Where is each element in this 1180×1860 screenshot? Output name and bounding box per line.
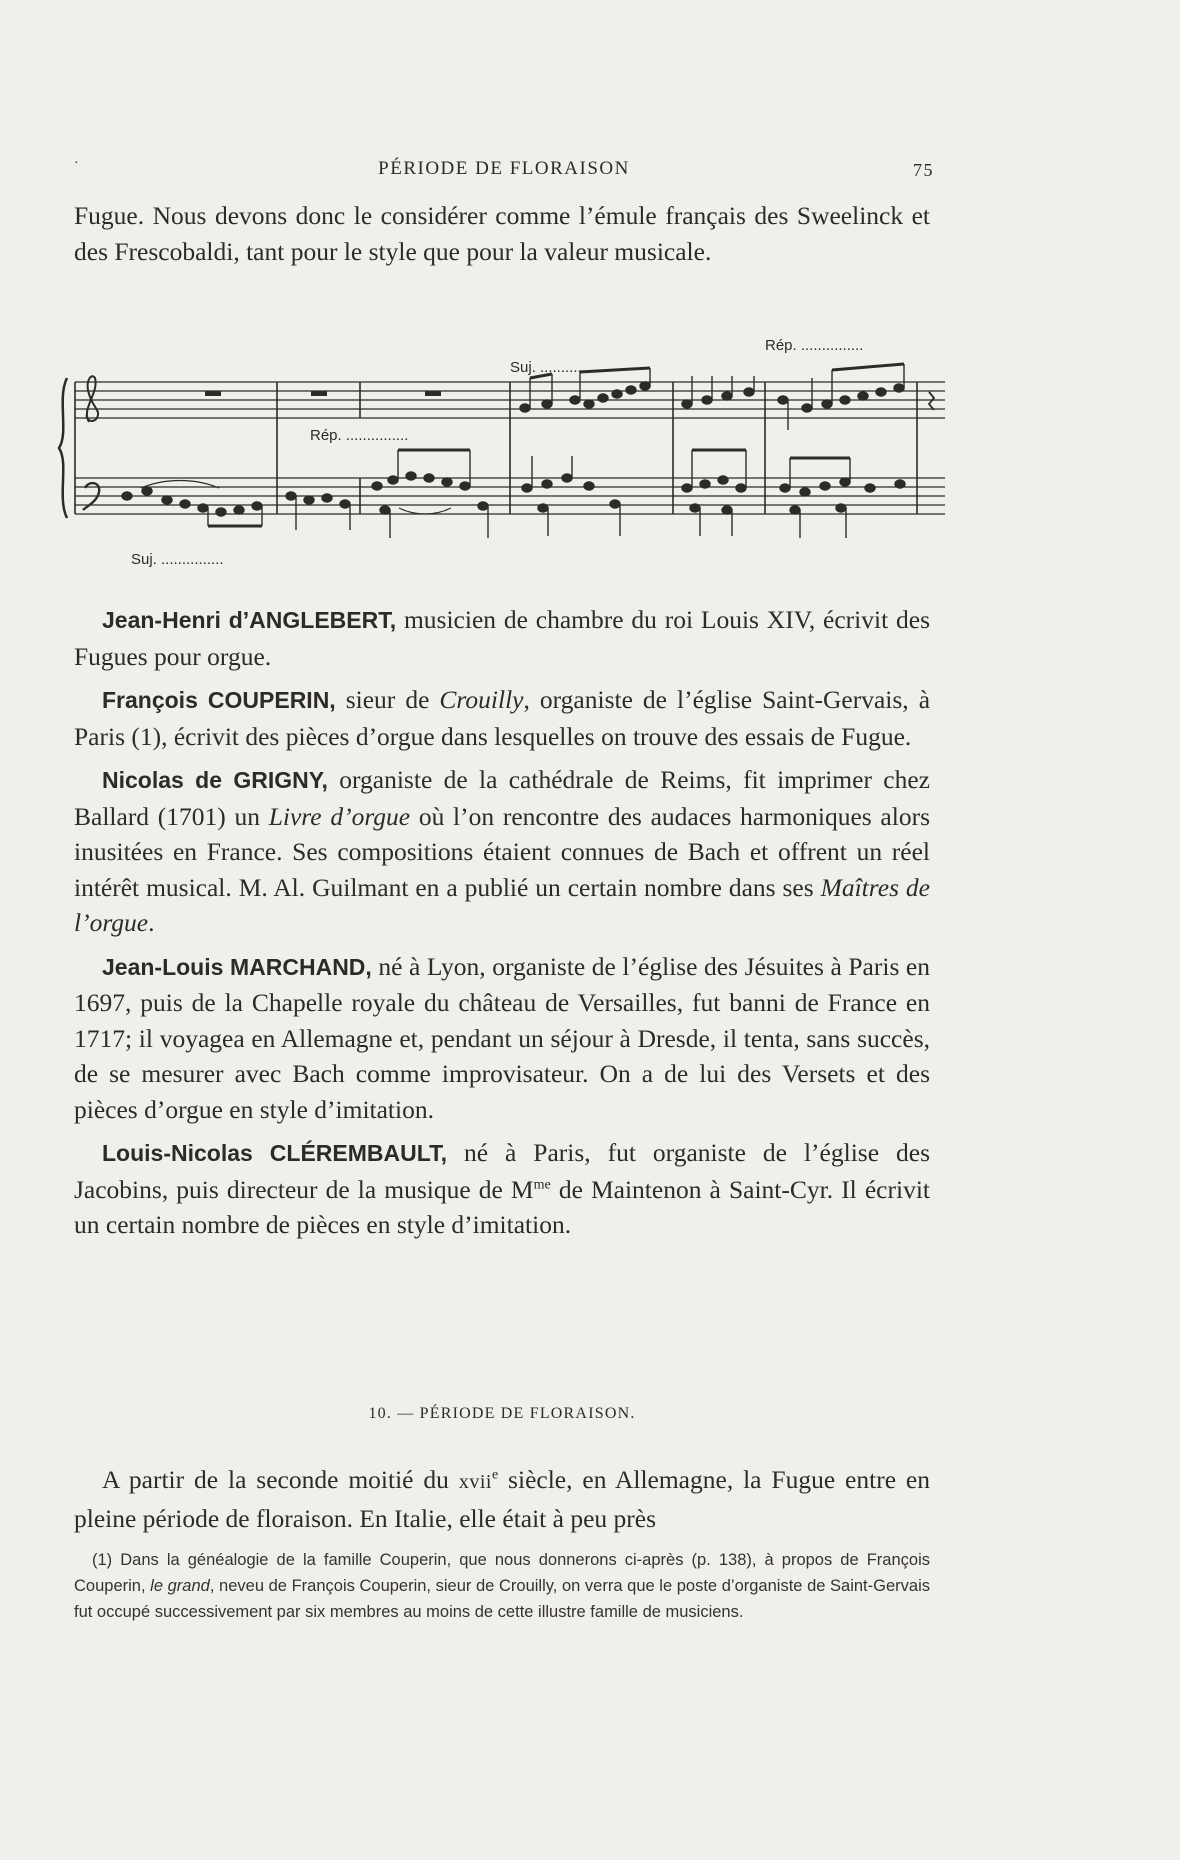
running-head-title: PÉRIODE DE FLORAISON: [378, 158, 630, 179]
floraison-text: A partir de la seconde moitié du xvii$^e$ siècle, en Allemagne, la Fugue entre en pleine période de floraison. En Italie, elle était à peu près: [74, 1465, 930, 1533]
name-marchand: Jean-Louis MARCHAND,: [102, 953, 372, 980]
paragraph-couperin: François COUPERIN, sieur de Crouilly, organiste de l’église Saint-Gervais, à Paris (1), écrivit des pièces d’orgue dans lesquelles on trouve des essais de Fugue.: [74, 685, 931, 751]
running-head: [74, 158, 934, 188]
body-text: [74, 602, 930, 1243]
paragraph-marchand: Jean-Louis MARCHAND, né à Lyon, organiste de l’église des Jésuites à Paris en 1697, puis de la Chapelle royale du château de Versailles, fut banni de France en 1717; il voyagea en Allemagne et, pendant un séjour à Dresde, il tenta, sans succès, de se mesurer avec Bach comme improvisateur. On a de lui des Versets et des pièces d’orgue en style d’imitation.: [74, 951, 930, 1124]
suj-top-label: Suj. ...............: [510, 359, 603, 376]
name-clerambault: Louis-Nicolas CLÉREMBAULT,: [102, 1140, 447, 1166]
paragraph-clerambault: Louis-Nicolas CLÉREMBAULT, né à Paris, fut organiste de l’église des Jacobins, puis directeur de la musique de $M^{me}$ de Maintenon à Saint-Cyr. Il écrivit un certain nombre de pièces en style d’imitation.: [74, 1138, 930, 1239]
name-grigny: Nicolas de GRIGNY,: [102, 767, 328, 793]
intro-text: Fugue. Nous devons donc le considérer comme l’émule français des Sweelinck et des Frescobaldi, tant pour le style que pour la valeur musicale.: [74, 201, 930, 266]
page-mark: ·: [74, 156, 81, 171]
floraison-paragraph: [74, 1462, 930, 1536]
music-example: [55, 338, 955, 570]
footnote: [74, 1547, 930, 1625]
treble-clef: [87, 376, 98, 422]
intro-paragraph: [74, 198, 930, 269]
brace: [59, 378, 67, 518]
name-anglebert: Jean-Henri d’ANGLEBERT,: [102, 607, 397, 633]
section-heading: 10. — PÉRIODE DE FLORAISON.: [368, 1405, 636, 1422]
rep-middle-label: Rép. ...............: [310, 427, 409, 444]
footnote-text: (1) Dans la généalogie de la famille Couperin, que nous donnerons ci-après (p. 138), à propos de François Couperin, le grand, neveu de François Couperin, sieur de Crouilly, on verra que le poste d’organiste de Saint-Gervais fut occupé successivement par six membres au moins de cette illustre famille de musiciens.: [74, 1551, 930, 1621]
suj-bottom-label: Suj. ...............: [131, 551, 224, 568]
barlines: [75, 382, 917, 514]
paragraph-anglebert: Jean-Henri d’ANGLEBERT, musicien de chambre du roi Louis XIV, écrivit des Fugues pour orgue.: [74, 605, 931, 671]
page-number: 75: [913, 160, 934, 180]
rep-top-label: Rép. ...............: [765, 338, 864, 354]
bass-notes: [122, 450, 905, 538]
paragraph-grigny: Nicolas de GRIGNY, organiste de la cathédrale de Reims, fit imprimer chez Ballard (1701) un Livre d’orgue où l’on rencontre des audaces harmoniques alors inusitées en France. Ses compositions étaient connues de Bach et offrent un réel intérêt musical. M. Al. Guilmant en a publié un certain nombre dans ses Maîtres de l’orgue.: [74, 765, 930, 937]
name-couperin: François COUPERIN,: [102, 687, 336, 713]
